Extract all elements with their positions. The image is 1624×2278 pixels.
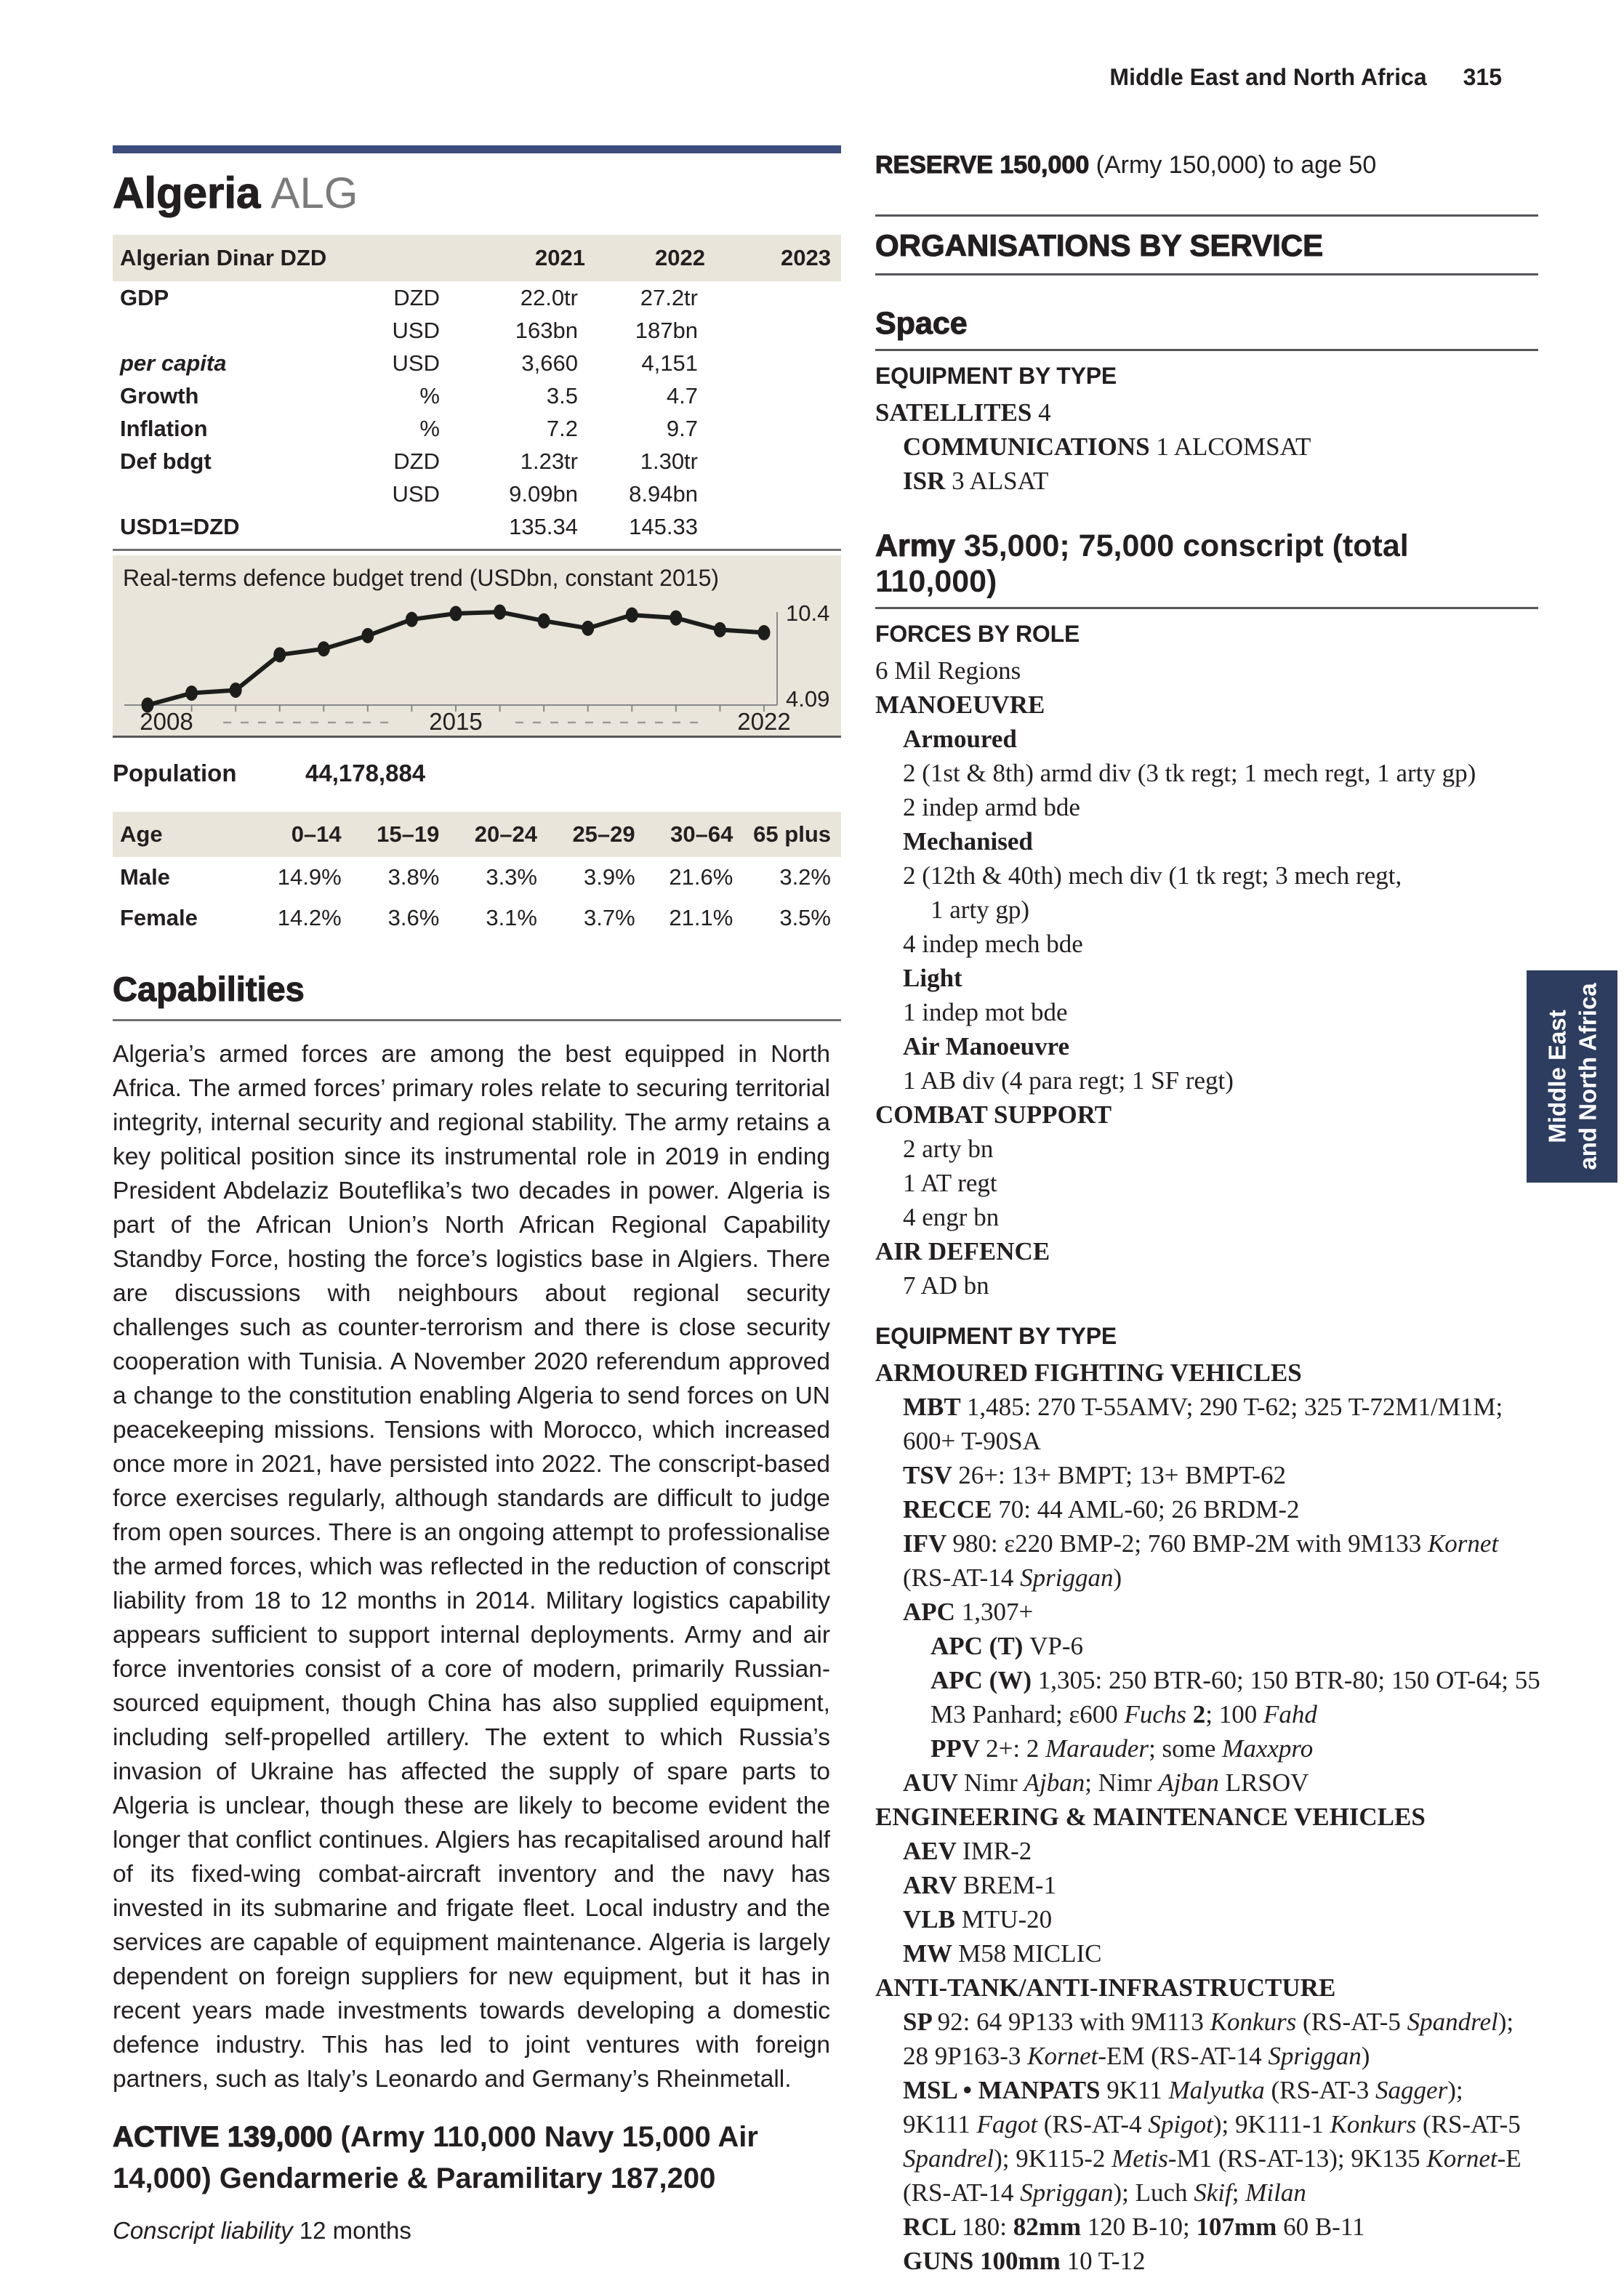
table-cell: 135.34 (509, 513, 578, 539)
space-equipment-label: EQUIPMENT BY TYPE (875, 363, 1117, 389)
list-line: Air Manoeuvre (903, 1032, 1070, 1060)
age-col-0-14: 0–14 (291, 821, 342, 847)
list-line: AEV IMR-2 (903, 1837, 1032, 1865)
reserve-rest: (Army 150,000) to age 50 (1089, 151, 1377, 179)
table-cell: Inflation (120, 415, 208, 441)
table-row (113, 314, 841, 347)
chapter-side-tab (1527, 970, 1617, 1183)
list-line: MW M58 MICLIC (903, 1939, 1102, 1968)
table-cell: 7.2 (546, 415, 578, 441)
table-row (113, 898, 841, 938)
table-row (113, 379, 841, 412)
capabilities-text: Algeria’s armed forces are among the best equipped in North Africa. The armed forces’ primary roles relate to securing territorial integrity, internal security and regional stability. The army retains a key political position since its instrumental role in 2019 in ending President Abdelaziz Bouteflika’s two decades in power. Algeria is part of the African Union’s North African Regional Capability Standby Force, hosting the force’s logistics base in Algiers. There are discussions with neighbours about regional security challenges such as counter-terrorism and there is close security cooperation with Tunisia. A November 2020 referendum approved a change to the constitution enabling Algeria to send forces on UN peacekeeping missions. Tensions with Morocco, which increased once more in 2021, have persisted into 2022. The conscript-based force exercises regularly, although standards are difficult to judge from open sources. There is an ongoing attempt to professionalise the armed forces, which was reflected in the reduction of conscript liability from 18 to 12 months in 2014. Military logistics capability appears sufficient to support internal deployments. Army and air force inventories consist of a core of modern, primarily Russian-sourced equipment, though China has also supplied equipment, including self-propelled artillery. The extent to which Russia’s invasion of Ukraine has affected the supply of spare parts to Algeria is unclear, though these are likely to become evident the longer that conflict continues. Algiers has recapitalised around half of its fixed-wing combat-aircraft inventory and the navy has invested in its submarine and frigate fleet. Local industry and the services are capable of equipment maintenance. Algeria is largely dependent on foreign suppliers for new equipment, but it has in recent years made investments towards developing a domestic defence industry. This has led to joint ventures with foreign partners, such as Italy’s Leonardo and Germany’s Rheinmetall. (113, 1041, 830, 2093)
population-row (113, 760, 841, 787)
active-rest: (Army 110,000 Navy 15,000 Air 14,000) Gendarmerie & Paramilitary 187,200 (113, 2121, 758, 2194)
table-cell: Male (120, 864, 170, 890)
table-cell: 3.6% (387, 905, 440, 930)
table-cell: 3.8% (387, 864, 440, 890)
army-service-heading (875, 528, 1538, 600)
table-cell: 3.9% (583, 864, 635, 890)
list-line: COMBAT SUPPORT (875, 1100, 1112, 1129)
age-table-header (113, 812, 841, 857)
list-line: ANTI-TANK/ANTI-INFRASTRUCTURE (875, 1973, 1336, 2002)
list-line: APC (W) 1,305: 250 BTR-60; 150 BTR-80; 150 OT-64; 55 (930, 1666, 1540, 1694)
list-line: Armoured (903, 725, 1017, 753)
space-service-heading: Space (875, 306, 968, 341)
table-cell: 3.7% (583, 905, 635, 930)
page-number: 315 (1463, 64, 1502, 90)
list-line: RCL 180: 82mm 120 B-10; 107mm 60 B-11 (903, 2213, 1365, 2241)
list-line: AUV Nimr Ajban; Nimr Ajban LRSOV (903, 1768, 1309, 1797)
reserve-lead: RESERVE 150,000 (875, 151, 1090, 179)
list-line: RECCE 70: 44 AML-60; 26 BRDM-2 (903, 1495, 1300, 1524)
list-line: M3 Panhard; ε600 Fuchs 2; 100 Fahd (930, 1700, 1317, 1728)
age-col-30-64: 30–64 (670, 821, 733, 847)
army-equipment-label: EQUIPMENT BY TYPE (875, 1323, 1117, 1349)
list-line: 9K111 Fagot (RS-AT-4 Spigot); 9K111-1 Konkurs (RS-AT-5 (903, 2110, 1521, 2138)
side-tab-line2: and North Africa (1573, 983, 1601, 1170)
list-line: TSV 26+: 13+ BMPT; 13+ BMPT-62 (903, 1461, 1287, 1489)
svg-text:10.4: 10.4 (786, 600, 830, 626)
list-line: 1 indep mot bde (903, 998, 1068, 1026)
list-line: 7 AD bn (903, 1271, 989, 1300)
list-line: ENGINEERING & MAINTENANCE VEHICLES (875, 1803, 1426, 1831)
table-cell: 22.0tr (520, 284, 578, 310)
table-cell: 9.09bn (509, 480, 578, 507)
table-cell: DZD (393, 448, 440, 474)
divider (113, 549, 841, 551)
table-row (113, 445, 841, 478)
table-cell: DZD (393, 284, 440, 310)
svg-text:2022: 2022 (737, 708, 791, 735)
list-line: 2 (1st & 8th) armd div (3 tk regt; 1 mech regt, 1 arty gp) (903, 759, 1476, 787)
age-col-25-29: 25–29 (572, 821, 635, 847)
space-equipment-list (875, 395, 1538, 498)
economy-year-2023: 2023 (781, 245, 831, 270)
conscript-value: 12 months (292, 2217, 411, 2244)
table-cell: 27.2tr (640, 284, 698, 310)
population-label: Population (113, 760, 237, 786)
table-cell: 8.94bn (629, 480, 698, 507)
country-title (113, 171, 841, 216)
list-line: VLB MTU-20 (903, 1905, 1053, 1933)
list-line: APC (T) VP-6 (930, 1632, 1083, 1660)
economy-table-header (113, 235, 841, 281)
table-cell: 9.7 (666, 415, 698, 441)
table-row (113, 281, 841, 314)
list-line: 1 AB div (4 para regt; 1 SF regt) (903, 1066, 1234, 1095)
table-cell: Def bdgt (120, 448, 212, 474)
divider (875, 273, 1538, 275)
list-line: MBT 1,485: 270 T-55AMV; 290 T-62; 325 T-72M1/M1M; (903, 1393, 1503, 1421)
divider (113, 736, 841, 738)
age-col-20-24: 20–24 (474, 821, 537, 847)
list-line: GUNS 100mm 10 T-12 (903, 2247, 1146, 2275)
list-line: PPV 2+: 2 Marauder; some Maxxpro (930, 1734, 1314, 1763)
list-line: 6 Mil Regions (875, 656, 1021, 685)
divider (875, 214, 1538, 217)
defence-budget-chart (113, 555, 841, 738)
table-cell: Female (120, 905, 198, 930)
capabilities-title: Capabilities (113, 970, 305, 1008)
list-line: (RS-AT-14 Spriggan); Luch Skif; Milan (903, 2178, 1306, 2207)
population-value: 44,178,884 (305, 760, 426, 786)
list-line: 2 arty bn (903, 1135, 994, 1163)
organisations-heading: ORGANISATIONS BY SERVICE (875, 228, 1324, 262)
conscript-liability (113, 2217, 841, 2245)
age-col-15-19: 15–19 (377, 821, 440, 847)
table-cell: 21.1% (669, 905, 733, 930)
age-table-body (113, 857, 841, 938)
table-cell: 14.2% (277, 905, 342, 930)
list-line: 28 9P163-3 Kornet-EM (RS-AT-14 Spriggan) (903, 2042, 1370, 2070)
side-tab-line1: Middle East (1543, 1010, 1570, 1143)
list-line: SP 92: 64 9P133 with 9M113 Konkurs (RS-AT-5 Spandrel); (903, 2008, 1514, 2036)
list-line: APC 1,307+ (903, 1598, 1034, 1626)
conscript-label: Conscript liability (113, 2217, 293, 2244)
list-line: Mechanised (903, 827, 1033, 856)
table-cell: 3.3% (486, 864, 537, 890)
table-cell: 1.23tr (520, 448, 578, 474)
list-line: ARMOURED FIGHTING VEHICLES (875, 1359, 1302, 1387)
list-line: 1 arty gp) (930, 895, 1030, 924)
list-line: MSL • MANPATS 9K11 Malyutka (RS-AT-3 Sagger); (903, 2076, 1463, 2104)
list-line: SATELLITES 4 (875, 398, 1051, 427)
table-cell: 3.1% (486, 905, 537, 930)
table-row (113, 478, 841, 510)
svg-text:2008: 2008 (140, 708, 193, 735)
army-equipment-list (875, 1356, 1538, 2278)
list-line: 4 indep mech bde (903, 930, 1083, 958)
forces-by-role-list (875, 653, 1538, 1303)
country-code: ALG (270, 169, 358, 217)
table-row (113, 510, 841, 543)
svg-text:4.09: 4.09 (786, 686, 830, 712)
economy-year-2022: 2022 (655, 245, 705, 270)
table-cell: per capita (120, 350, 227, 376)
list-line: AIR DEFENCE (875, 1237, 1050, 1265)
table-cell: 14.9% (277, 864, 342, 890)
table-cell: % (419, 382, 440, 408)
table-cell: % (419, 415, 440, 441)
table-cell: 163bn (515, 317, 578, 343)
list-line: 4 engr bn (903, 1203, 1000, 1231)
list-line: 600+ T-90SA (903, 1427, 1041, 1455)
country-accent-bar (113, 145, 841, 153)
economy-currency-label: Algerian Dinar DZD (120, 245, 327, 270)
running-header (0, 64, 1502, 91)
table-cell: USD (392, 480, 440, 507)
table-cell: 3,660 (521, 350, 578, 376)
table-cell: USD (392, 350, 440, 376)
right-column (875, 149, 1538, 2278)
list-line: 2 indep armd bde (903, 793, 1080, 821)
table-cell: 1.30tr (640, 448, 698, 474)
svg-text:Real-terms defence budget tren: Real-terms defence budget trend (USDbn, constant 2015) (123, 565, 720, 591)
svg-text:2015: 2015 (429, 708, 483, 735)
list-line: 1 AT regt (903, 1169, 997, 1197)
list-line: COMMUNICATIONS 1 ALCOMSAT (903, 432, 1311, 461)
table-cell: 3.2% (779, 864, 831, 890)
list-line: MANOEUVRE (875, 691, 1045, 719)
list-line: (RS-AT-14 Spriggan) (903, 1563, 1122, 1592)
age-table (113, 812, 841, 938)
table-cell: USD1=DZD (120, 513, 240, 539)
economy-table (113, 235, 841, 551)
divider (875, 349, 1538, 351)
army-heading-rest: 35,000; 75,000 conscript (total 110,000) (875, 528, 1409, 599)
list-line: Light (903, 964, 962, 992)
table-cell: 187bn (635, 317, 698, 343)
line-chart (113, 555, 841, 736)
economy-year-2021: 2021 (535, 245, 585, 270)
age-col-65plus: 65 plus (753, 821, 831, 847)
table-cell: 3.5 (546, 382, 578, 408)
table-cell: 4,151 (641, 350, 698, 376)
table-cell: 21.6% (669, 864, 733, 890)
table-cell: 145.33 (629, 513, 698, 539)
left-column (113, 145, 841, 2245)
reserve-strength (875, 149, 1538, 181)
list-line: ISR 3 ALSAT (903, 467, 1049, 495)
forces-by-role-label: FORCES BY ROLE (875, 621, 1080, 647)
country-name: Algeria (113, 169, 261, 217)
table-cell: GDP (120, 284, 169, 310)
divider (875, 607, 1538, 609)
divider (113, 1019, 841, 1021)
list-line: IFV 980: ε220 BMP-2; 760 BMP-2M with 9M133 Kornet (903, 1529, 1499, 1558)
table-row (113, 347, 841, 379)
economy-table-body (113, 281, 841, 543)
table-cell: 3.5% (779, 905, 831, 930)
table-cell: Growth (120, 382, 199, 408)
active-strength (113, 2117, 811, 2199)
chapter-side-tab-text (1527, 970, 1617, 1183)
table-cell: USD (392, 317, 440, 343)
running-header-section: Middle East and North Africa (1109, 64, 1427, 90)
table-cell: 4.7 (666, 382, 698, 408)
table-row (113, 857, 841, 898)
list-line: Spandrel); 9K115-2 Metis-M1 (RS-AT-13); 9K135 Kornet-E (903, 2144, 1522, 2173)
army-heading-lead: Army (875, 528, 955, 563)
list-line: 2 (12th & 40th) mech div (1 tk regt; 3 mech regt, (903, 861, 1402, 890)
age-col-label: Age (120, 821, 163, 847)
table-row (113, 412, 841, 445)
active-lead: ACTIVE 139,000 (113, 2121, 333, 2153)
list-line: ARV BREM-1 (903, 1871, 1057, 1899)
